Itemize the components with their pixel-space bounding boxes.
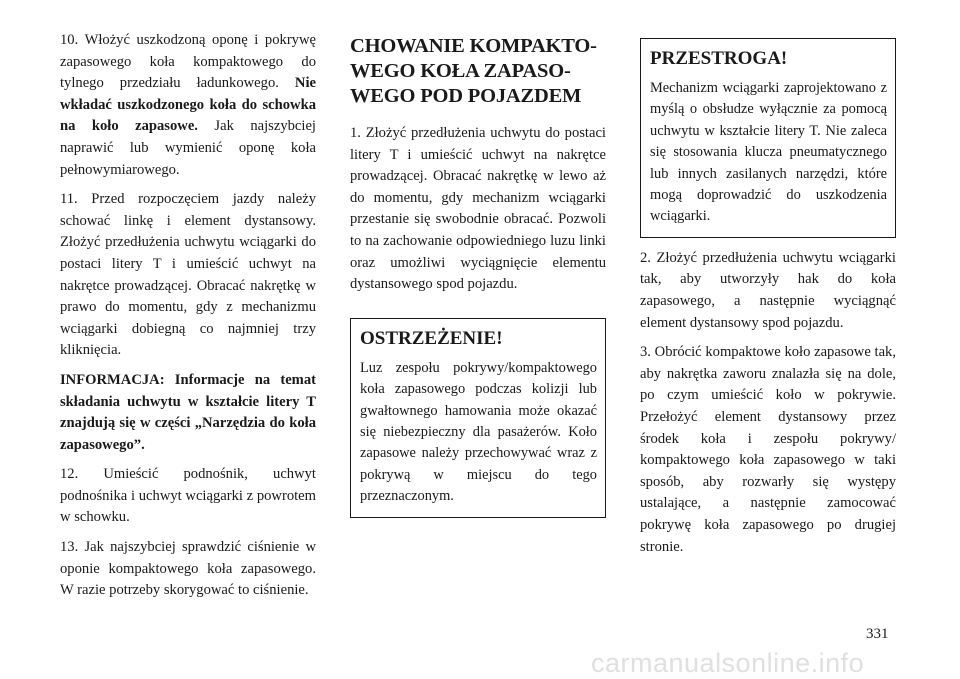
step-10-text: 10. Włożyć uszkodzoną oponę i pokrywę zapasowego koła kompaktowego do tylnego przedziału ładunkowego. xyxy=(60,32,316,92)
caution-text: Mechanizm wciągarki zaprojektowano z myślą o obsłudze wyłącznie za pomocą uchwytu w kształcie litery T. Nie zaleca się stosowania klucza pneumatycznego lub innych zasilanych narzędzi, które mogą doprowadzić do uszkodzenia wciągarki. xyxy=(650,80,887,225)
step-10 xyxy=(60,30,316,181)
caution-box xyxy=(640,38,896,238)
step-12: 12. Umieścić podnośnik, uchwyt podnośnika i uchwyt wciągarki z powrotem w schowku. xyxy=(60,466,316,526)
step-2: 2. Złożyć przedłużenia uchwytu wciągarki tak, aby utworzyły hak do koła zapasowego, a następnie wyciągnąć element dystansowy spod pojazdu. xyxy=(640,249,896,331)
warning-box xyxy=(350,318,606,518)
warning-title: OSTRZEŻENIE! xyxy=(360,327,503,349)
step-3: 3. Obrócić kompaktowe koło zapasowe tak, aby nakrętka zaworu znalazła się na dole, po czym umieścić koło w pokrywie. Przełożyć element dystansowy przez środek koła i zespołu pokrywy/ kompaktowego koła zapasowego w taki sposób, aby rozwarły się występy ustalające, a następnie zamocować pokrywę koła zapasowego po drugiej stronie. xyxy=(640,344,896,555)
warning-text: Luz zespołu pokrywy/kompaktowego koła zapasowego podczas kolizji lub gwałtownego hamowania może okazać się niebezpieczny dla pasażerów. Koło zapasowe należy przechowywać wraz z pokrywą w miejscu do tego przeznaczonym. xyxy=(360,359,597,505)
right-column xyxy=(640,30,896,566)
watermark: carmanualsonline.info xyxy=(591,648,865,678)
middle-column xyxy=(350,30,606,518)
page-number: 331 xyxy=(866,626,889,642)
info-note: INFORMACJA: Informacje na temat składania uchwytu w kształcie litery T znajdują się w części „Narzędzia do koła zapasowego”. xyxy=(60,371,316,453)
step-13: 13. Jak najszybciej sprawdzić ciśnienie w oponie kompaktowego koła zapasowego. W razie potrzeby skorygować to ciśnienie. xyxy=(60,539,316,599)
section-heading: CHOWANIE KOMPAKTOWEGO KOŁA ZAPASOWEGO POD POJAZDEM xyxy=(350,35,597,107)
step-1: 1. Złożyć przedłużenia uchwytu do postaci litery T i umieścić uchwyt na nakrętce prowadzącej. Obracać nakrętkę w lewo aż do momentu, gdy mechanizm wciągarki przestanie się swobodnie obracać. Pozwoli to na zachowanie odpowiedniego luzu linki oraz umożliwi wyciągnięcie elementu dystansowego spod pojazdu. xyxy=(350,125,606,293)
step-11: 11. Przed rozpoczęciem jazdy należy schować linkę i element dystansowy. Złożyć przedłużenia uchwytu wciągarki do postaci litery T i umieścić uchwyt na nakrętce prowadzącej. Obracać nakrętkę w prawo do momentu, gdy z mechanizmu wciągarki dobiegną co najmniej trzy kliknięcia. xyxy=(60,191,316,359)
caution-title: PRZESTROGA! xyxy=(650,48,788,69)
step-10-tail: Jak najszybciej naprawić lub wymienić oponę koła pełnowymiarowego. xyxy=(60,118,316,178)
step-10-bold-warning: Nie wkładać uszkodzonego koła do schowka na koło zapasowe. xyxy=(60,75,316,135)
left-column xyxy=(60,30,316,610)
